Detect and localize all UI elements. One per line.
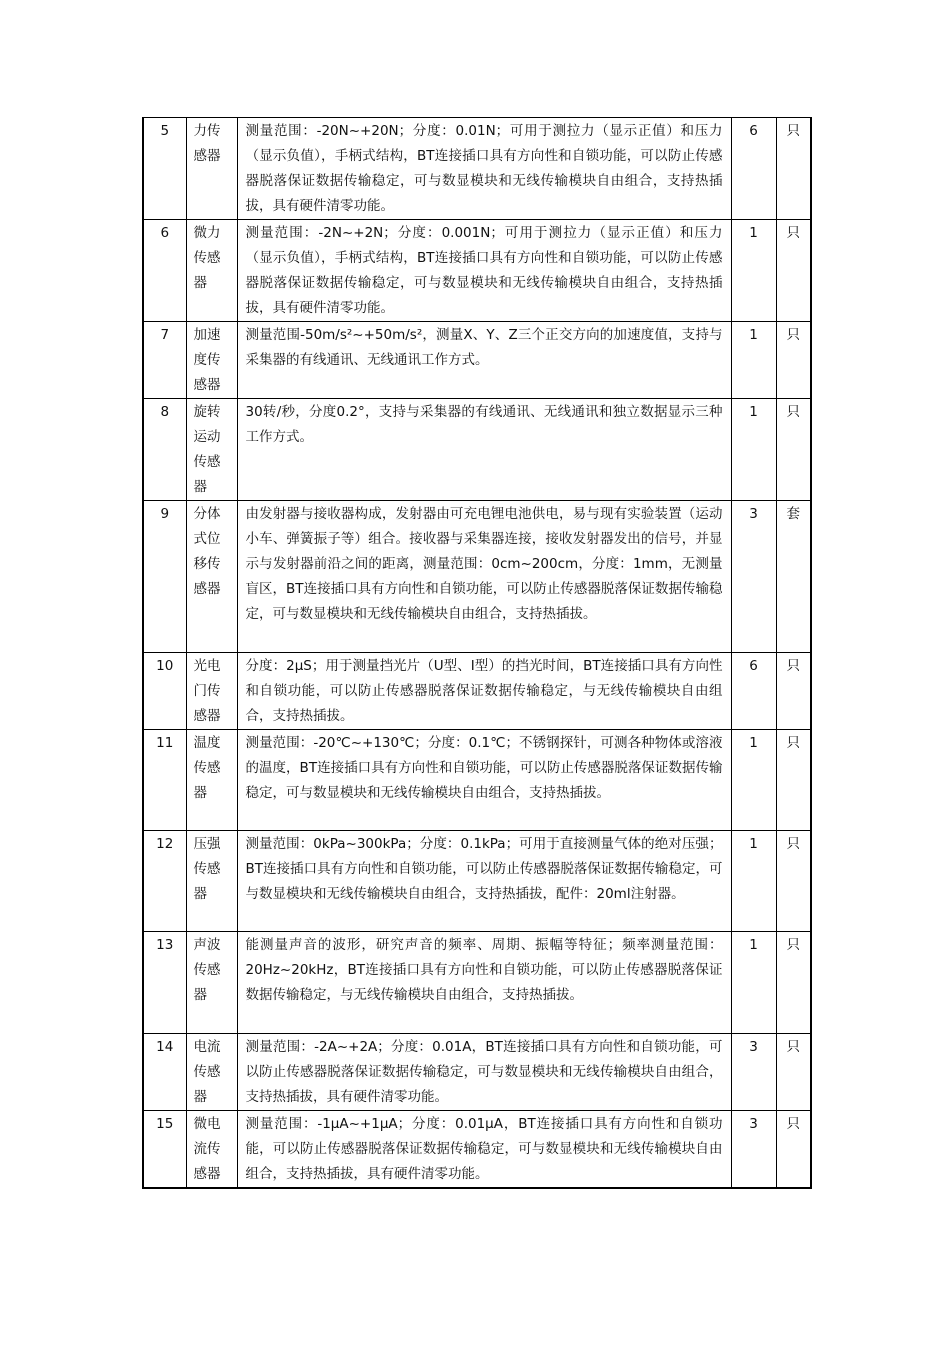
item-quantity: 1 — [731, 322, 776, 399]
item-description: 测量范围：0kPa~300kPa；分度：0.1kPa；可用于直接测量气体的绝对压强；BT连接插口具有方向性和自锁功能，可以防止传感器脱落保证数据传输稳定，可与数显模块和无线传输模块自由组合，支持热插拔，配件：20ml注射器。 — [237, 831, 731, 932]
table-row — [143, 730, 811, 831]
item-description: 测量范围：-2A~+2A；分度：0.01A，BT连接插口具有方向性和自锁功能，可以防止传感器脱落保证数据传输稳定，可与数显模块和无线传输模块自由组合，支持热插拔，具有硬件清零功能。 — [237, 1034, 731, 1111]
item-name: 温度传感器 — [186, 730, 237, 831]
item-quantity: 3 — [731, 501, 776, 653]
item-quantity: 3 — [731, 1034, 776, 1111]
table-row — [143, 1111, 811, 1189]
equipment-spec-table — [142, 117, 812, 1189]
item-unit: 只 — [776, 730, 811, 831]
item-unit: 只 — [776, 322, 811, 399]
row-number: 9 — [143, 501, 186, 653]
table-row — [143, 501, 811, 653]
row-number: 14 — [143, 1034, 186, 1111]
row-number: 13 — [143, 932, 186, 1034]
item-quantity: 6 — [731, 118, 776, 220]
item-quantity: 1 — [731, 730, 776, 831]
item-name: 声波传感器 — [186, 932, 237, 1034]
item-quantity: 6 — [731, 653, 776, 730]
item-unit: 只 — [776, 1111, 811, 1189]
item-unit: 只 — [776, 399, 811, 501]
item-unit: 只 — [776, 1034, 811, 1111]
table-row — [143, 653, 811, 730]
row-number: 8 — [143, 399, 186, 501]
item-quantity: 1 — [731, 932, 776, 1034]
item-unit: 只 — [776, 118, 811, 220]
item-description: 测量范围：-20N~+20N；分度：0.01N；可用于测拉力（显示正值）和压力（显示负值），手柄式结构，BT连接插口具有方向性和自锁功能，可以防止传感器脱落保证数据传输稳定，可与数显模块和无线传输模块自由组合，支持热插拔，具有硬件清零功能。 — [237, 118, 731, 220]
item-unit: 只 — [776, 831, 811, 932]
item-description: 能测量声音的波形，研究声音的频率、周期、振幅等特征；频率测量范围：20Hz~20kHz，BT连接插口具有方向性和自锁功能，可以防止传感器脱落保证数据传输稳定，与无线传输模块自由组合，支持热插拔。 — [237, 932, 731, 1034]
item-description: 分度：2μS；用于测量挡光片（U型、I型）的挡光时间，BT连接插口具有方向性和自锁功能，可以防止传感器脱落保证数据传输稳定，与无线传输模块自由组合，支持热插拔。 — [237, 653, 731, 730]
item-description: 测量范围-50m/s²~+50m/s²，测量X、Y、Z三个正交方向的加速度值，支持与采集器的有线通讯、无线通讯工作方式。 — [237, 322, 731, 399]
table-row — [143, 220, 811, 322]
item-name: 力传感器 — [186, 118, 237, 220]
item-description: 30转/秒，分度0.2°，支持与采集器的有线通讯、无线通讯和独立数据显示三种工作方式。 — [237, 399, 731, 501]
item-name: 电流传感器 — [186, 1034, 237, 1111]
row-number: 11 — [143, 730, 186, 831]
row-number: 7 — [143, 322, 186, 399]
item-name: 微电流传感器 — [186, 1111, 237, 1189]
item-unit: 只 — [776, 653, 811, 730]
table-row — [143, 831, 811, 932]
table-row — [143, 118, 811, 220]
row-number: 6 — [143, 220, 186, 322]
item-name: 分体式位移传感器 — [186, 501, 237, 653]
table-row — [143, 1034, 811, 1111]
item-unit: 只 — [776, 932, 811, 1034]
item-name: 微力传感器 — [186, 220, 237, 322]
table-row — [143, 399, 811, 501]
item-quantity: 1 — [731, 220, 776, 322]
item-name: 旋转运动传感器 — [186, 399, 237, 501]
item-unit: 套 — [776, 501, 811, 653]
table-row — [143, 932, 811, 1034]
item-description: 测量范围：-2N~+2N；分度：0.001N；可用于测拉力（显示正值）和压力（显示负值），手柄式结构，BT连接插口具有方向性和自锁功能，可以防止传感器脱落保证数据传输稳定，可与数显模块和无线传输模块自由组合，支持热插拔，具有硬件清零功能。 — [237, 220, 731, 322]
row-number: 10 — [143, 653, 186, 730]
table-row — [143, 322, 811, 399]
item-description: 测量范围：-20℃~+130℃；分度：0.1℃；不锈钢探针，可测各种物体或溶液的温度，BT连接插口具有方向性和自锁功能，可以防止传感器脱落保证数据传输稳定，可与数显模块和无线传输模块自由组合，支持热插拔。 — [237, 730, 731, 831]
item-description: 由发射器与接收器构成，发射器由可充电锂电池供电，易与现有实验装置（运动小车、弹簧振子等）组合。接收器与采集器连接，接收发射器发出的信号，并显示与发射器前沿之间的距离，测量范围：0cm~200cm，分度：1mm，无测量盲区，BT连接插口具有方向性和自锁功能，可以防止传感器脱落保证数据传输稳定，可与数显模块和无线传输模块自由组合，支持热插拔。 — [237, 501, 731, 653]
item-quantity: 1 — [731, 399, 776, 501]
table-body — [143, 118, 811, 1189]
item-unit: 只 — [776, 220, 811, 322]
item-name: 光电门传感器 — [186, 653, 237, 730]
item-name: 压强传感器 — [186, 831, 237, 932]
row-number: 12 — [143, 831, 186, 932]
row-number: 5 — [143, 118, 186, 220]
item-quantity: 1 — [731, 831, 776, 932]
row-number: 15 — [143, 1111, 186, 1189]
item-quantity: 3 — [731, 1111, 776, 1189]
item-name: 加速度传感器 — [186, 322, 237, 399]
item-description: 测量范围：-1μA~+1μA；分度：0.01μA，BT连接插口具有方向性和自锁功能，可以防止传感器脱落保证数据传输稳定，可与数显模块和无线传输模块自由组合，支持热插拔，具有硬件清零功能。 — [237, 1111, 731, 1189]
